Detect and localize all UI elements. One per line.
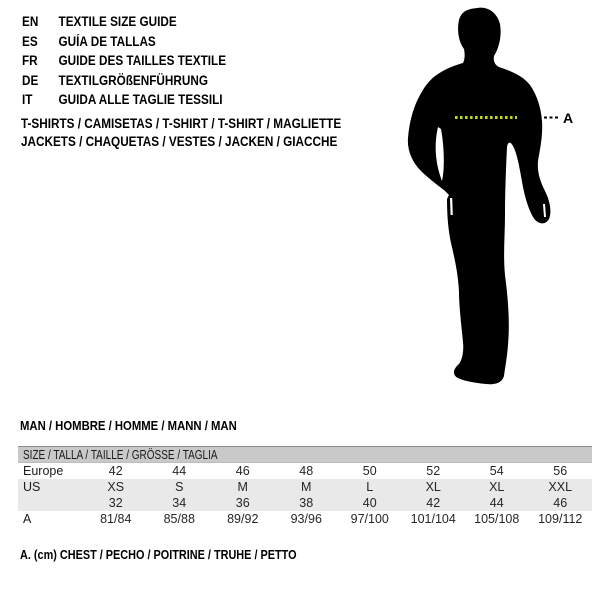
- size-table: [18, 446, 592, 527]
- row-label: Europe: [23, 464, 64, 478]
- table-cell: 93/96: [290, 512, 322, 526]
- language-code: DE: [22, 72, 39, 88]
- language-row: [22, 32, 226, 52]
- language-row: [22, 51, 226, 71]
- table-cell: 89/92: [227, 512, 259, 526]
- category-line-jackets-label: JACKETS / CHAQUETAS / VESTES / JACKEN / GIACCHE: [21, 133, 338, 149]
- language-row: [22, 71, 226, 91]
- category-line-jackets: [21, 133, 389, 151]
- table-cell: 97/100: [350, 512, 389, 526]
- measurement-footnote: [20, 548, 338, 562]
- table-cell: 85/88: [163, 512, 195, 526]
- table-cell: L: [366, 480, 374, 494]
- language-code: ES: [22, 33, 38, 49]
- table-cell: XXL: [548, 480, 573, 494]
- table-cell: 101/104: [410, 512, 456, 526]
- table-cell: 46: [235, 464, 250, 478]
- measurement-footnote-label: A. (cm) CHEST / PECHO / POITRINE / TRUHE / PETTO: [20, 548, 297, 562]
- table-cell: 54: [489, 464, 504, 478]
- table-cell: 32: [108, 496, 123, 510]
- table-cell: M: [237, 480, 248, 494]
- table-cell: 46: [553, 496, 568, 510]
- category-line-tshirts-label: T-SHIRTS / CAMISETAS / T-SHIRT / T-SHIRT / MAGLIETTE: [21, 116, 342, 131]
- table-cell: 38: [299, 496, 314, 510]
- table-cell: 44: [172, 464, 187, 478]
- measure-label-a: A: [563, 110, 574, 126]
- table-cell: 44: [489, 496, 504, 510]
- table-cell: 81/84: [100, 512, 132, 526]
- man-silhouette-svg: [390, 0, 600, 400]
- table-row-europe: [18, 463, 592, 479]
- table-cell: 109/112: [538, 512, 583, 526]
- table-cell: XL: [425, 480, 441, 494]
- man-figure: [390, 0, 600, 400]
- language-code: FR: [22, 53, 38, 69]
- table-row-us-numeric: [18, 495, 592, 511]
- section-title-label: MAN / HOMBRE / HOMME / MANN / MAN: [20, 418, 237, 433]
- table-row-us: [18, 479, 592, 495]
- language-row: [22, 12, 226, 32]
- language-label: GUIDA ALLE TAGLIE TESSILI: [58, 92, 223, 108]
- language-label: GUIDE DES TAILLES TEXTILE: [58, 53, 227, 69]
- language-row: [22, 90, 226, 110]
- table-cell: 50: [362, 464, 377, 478]
- man-silhouette: [408, 8, 551, 385]
- category-titles: [21, 115, 389, 150]
- table-cell: 52: [426, 464, 441, 478]
- language-label: GUÍA DE TALLAS: [58, 33, 156, 49]
- table-header: [18, 446, 592, 463]
- table-cell: 42: [108, 464, 123, 478]
- section-title: [20, 418, 269, 433]
- table-cell: 56: [553, 464, 568, 478]
- table-cell: XS: [107, 480, 125, 494]
- table-cell: XL: [489, 480, 505, 494]
- table-cell: 42: [426, 496, 441, 510]
- category-line-tshirts: [21, 115, 389, 133]
- row-label: A: [23, 512, 32, 526]
- table-cell: 34: [172, 496, 187, 510]
- table-cell: 40: [362, 496, 377, 510]
- row-label: US: [23, 480, 41, 494]
- table-cell: M: [301, 480, 312, 494]
- language-code: EN: [22, 14, 39, 30]
- language-code: IT: [22, 92, 33, 108]
- language-list: [22, 12, 257, 110]
- table-cell: 36: [235, 496, 250, 510]
- table-header-label: SIZE / TALLA / TAILLE / GRÖSSE / TAGLIA: [23, 448, 218, 462]
- table-row-chest: [18, 511, 592, 527]
- language-label: TEXTILGRÖßENFÜHRUNG: [58, 72, 208, 88]
- table-cell: 48: [299, 464, 314, 478]
- table-cell: 105/108: [474, 512, 520, 526]
- language-label: TEXTILE SIZE GUIDE: [58, 14, 177, 30]
- table-cell: S: [175, 480, 184, 494]
